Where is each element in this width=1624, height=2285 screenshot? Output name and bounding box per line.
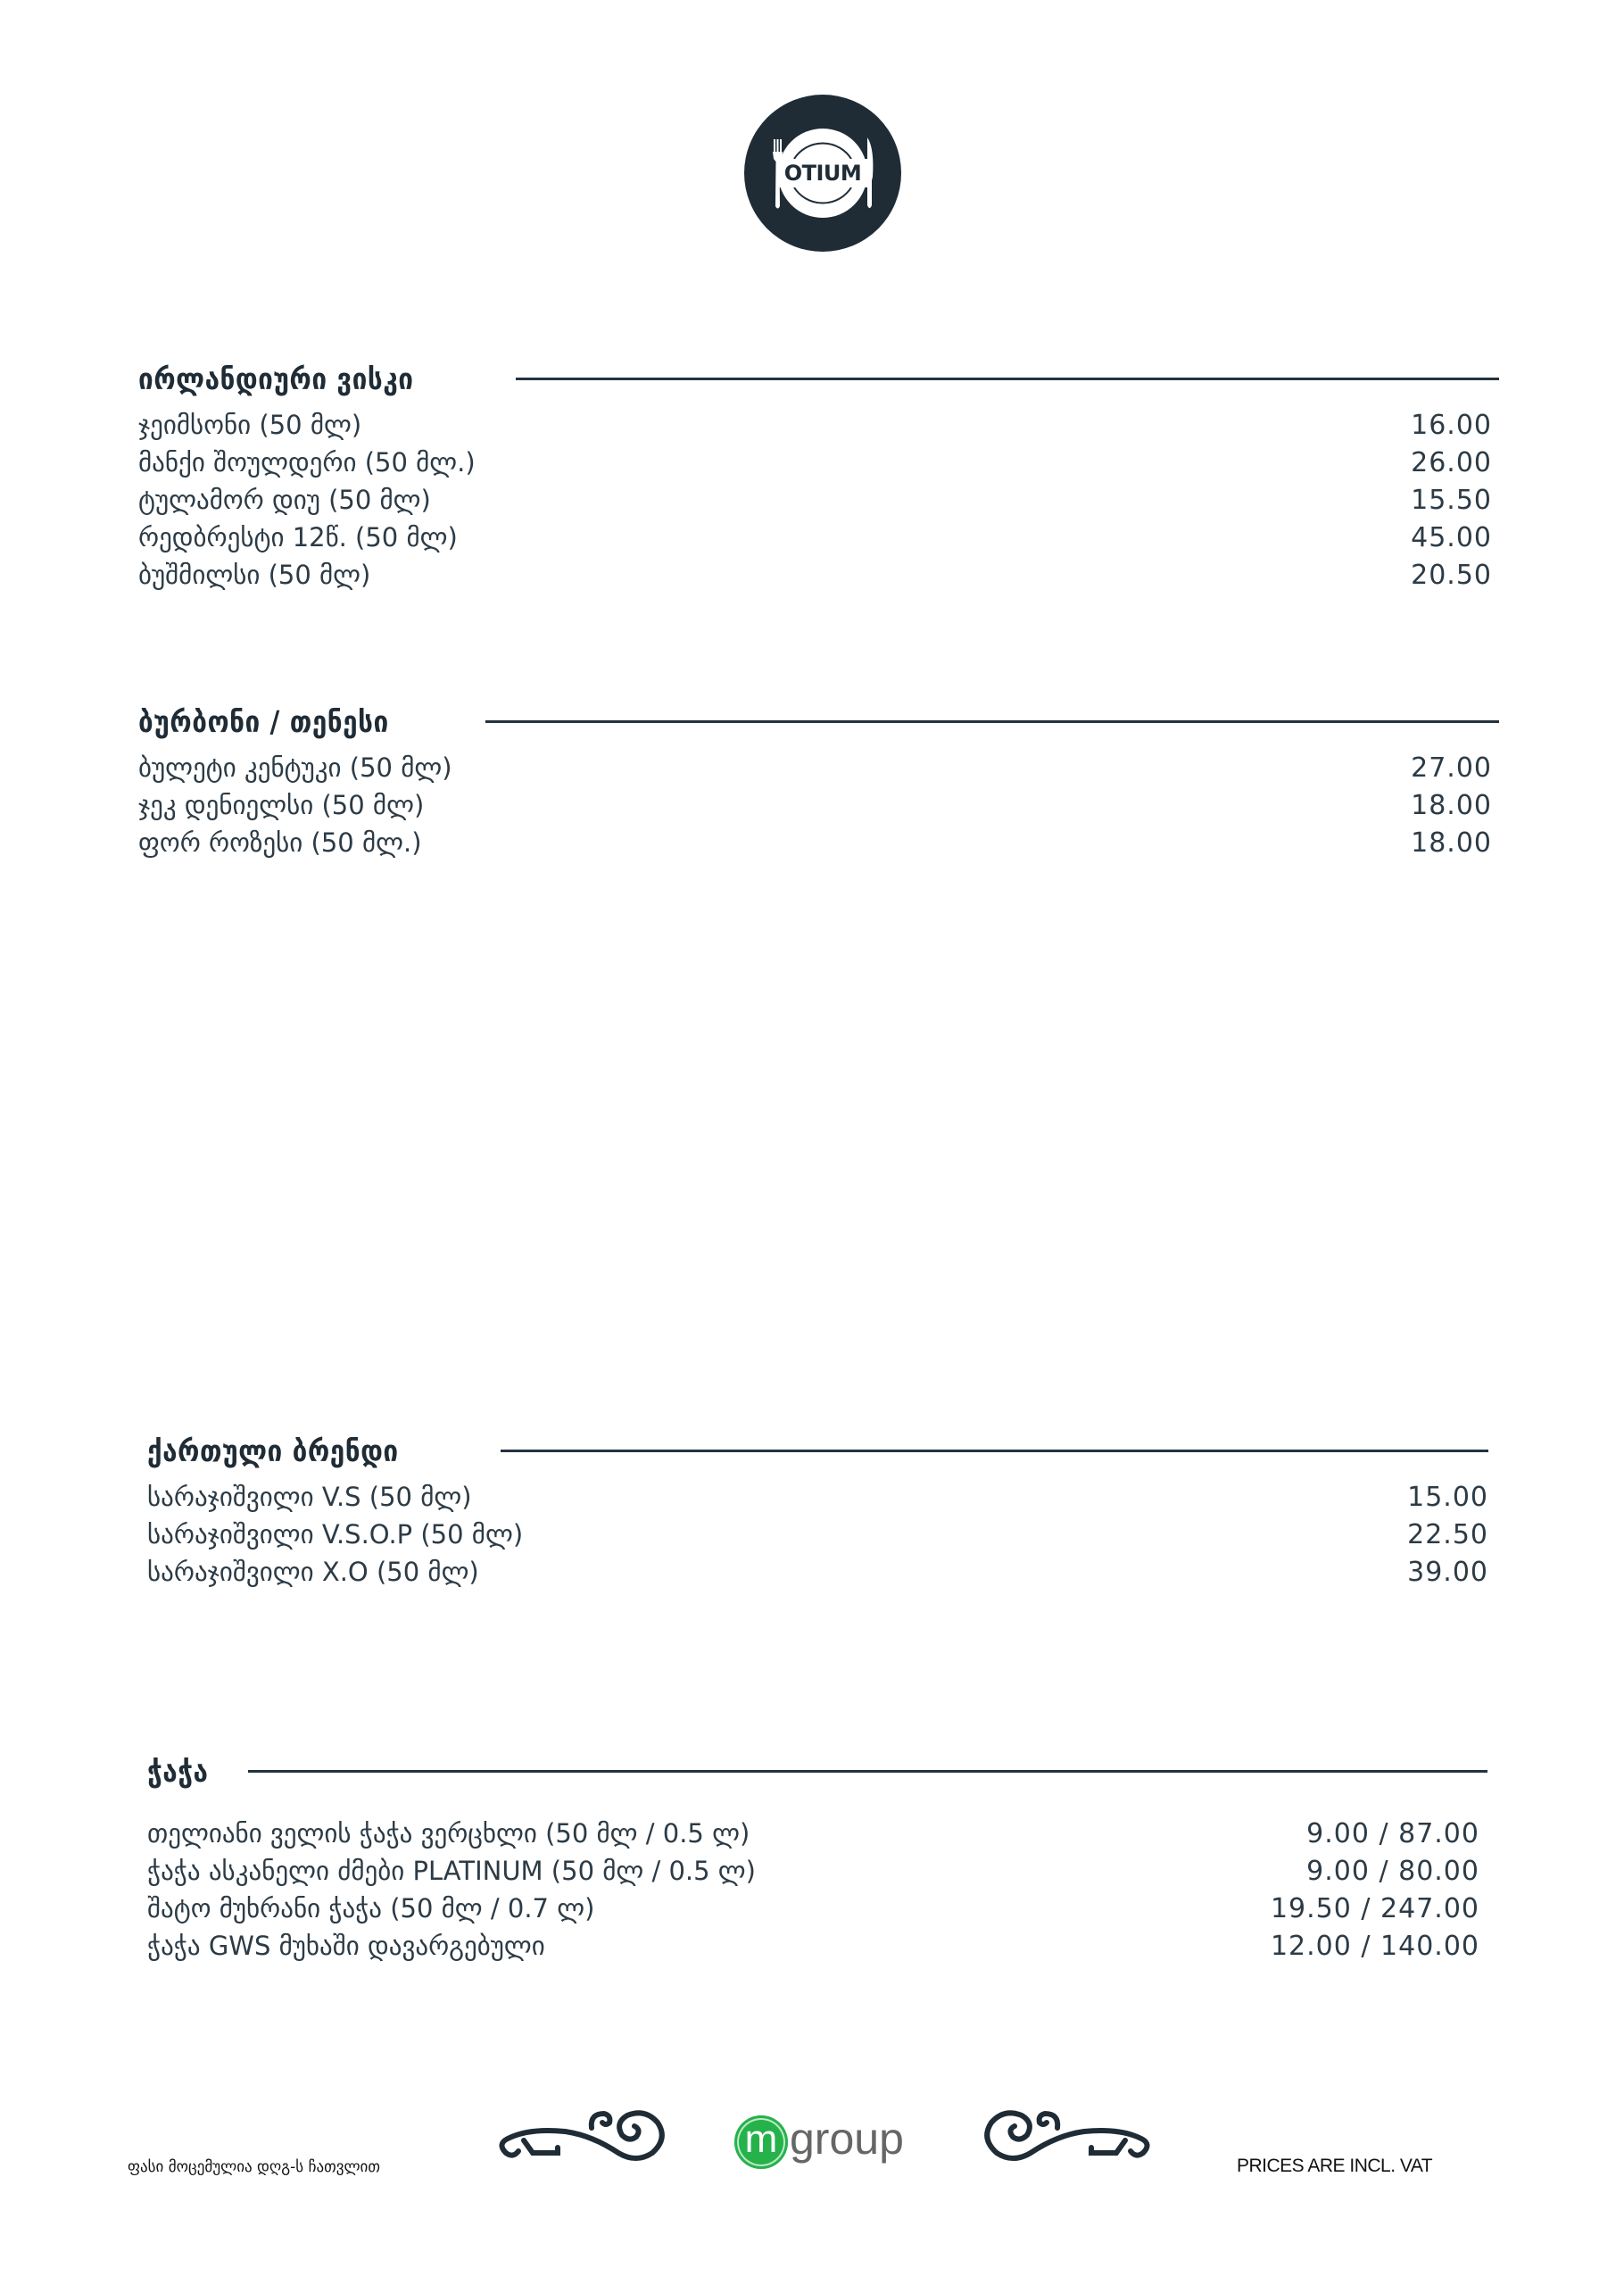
mgroup-logo-text: group [790,2114,904,2164]
item-name: თელიანი ველის ჭაჭა ვერცხლი (50 მლ / 0.5 ლ) [147,1818,750,1849]
menu-item [138,557,1492,593]
item-price: 45.00 [1411,521,1492,553]
section-header [138,361,414,396]
menu-item [138,445,1492,480]
section-header [147,1433,399,1468]
item-name: სარაჯიშვილი X.O (50 მლ) [147,1557,479,1587]
item-price: 18.00 [1411,789,1492,821]
item-price: 15.00 [1407,1481,1488,1513]
item-price: 15.50 [1411,484,1492,516]
menu-item [138,787,1492,823]
item-name: ჭაჭა ასკანელი ძმები PLATINUM (50 მლ / 0.5 ლ) [147,1856,756,1886]
item-price: 39.00 [1407,1556,1488,1588]
menu-item [147,1554,1488,1590]
item-name: მანქი შოულდერი (50 მლ.) [138,447,476,478]
mgroup-logo [734,2114,904,2167]
item-price: 27.00 [1411,752,1492,784]
mgroup-logo-m: m [744,2117,778,2161]
menu-item [147,1890,1479,1926]
menu-item [138,825,1492,860]
item-name: ბულეტი კენტუკი (50 მლ) [138,752,452,783]
menu-item [147,1479,1488,1515]
item-price: 22.50 [1407,1518,1488,1550]
ornament-scroll-right-icon [977,2106,1156,2165]
item-price: 20.50 [1411,559,1492,591]
item-name: სარაჯიშვილი V.S.O.P (50 მლ) [147,1519,524,1550]
section-divider [248,1770,1487,1773]
item-price: 9.00 / 80.00 [1306,1855,1479,1887]
item-name: ფორ როზესი (50 მლ.) [138,827,422,858]
item-price: 9.00 / 87.00 [1306,1817,1479,1849]
item-price: 19.50 / 247.00 [1270,1892,1479,1924]
menu-item [147,1516,1488,1552]
section-divider [485,720,1499,723]
mgroup-logo-circle [734,2115,788,2169]
ornament-scroll-left-icon [493,2106,672,2165]
item-price: 26.00 [1411,446,1492,478]
otium-logo [744,95,901,252]
item-name: ჭაჭა GWS მუხაში დავარგებული [147,1931,545,1961]
section-irish-whiskey [138,361,1492,593]
menu-item [147,1816,1479,1851]
menu-item [147,1853,1479,1889]
item-price: 12.00 / 140.00 [1270,1930,1479,1962]
item-name: ჯეკ დენიელსი (50 მლ) [138,790,425,820]
item-name: შატო მუხრანი ჭაჭა (50 მლ / 0.7 ლ) [147,1893,595,1924]
item-name: ბუშმილსი (50 მლ) [138,560,371,590]
item-name: ტულამორ დიუ (50 მლ) [138,485,431,515]
section-header [147,1753,208,1789]
menu-item [138,482,1492,518]
section-georgian-brandy [147,1433,1488,1593]
section-header [138,703,389,739]
section-title: ქართული ბრენდი [147,1433,399,1468]
section-divider [501,1450,1488,1452]
item-price: 18.00 [1411,827,1492,859]
vat-note-georgian: ფასი მოცემულია დღგ-ს ჩათვლით [128,2158,380,2176]
item-price: 16.00 [1411,409,1492,441]
section-title: ირლანდიური ვისკი [138,361,414,396]
item-name: რედბრესტი 12წ. (50 მლ) [138,522,458,553]
menu-item [147,1928,1479,1964]
section-divider [516,378,1499,380]
item-name: სარაჯიშვილი V.S (50 მლ) [147,1482,472,1512]
section-bourbon-tennessee [138,703,1492,864]
menu-item [138,519,1492,555]
menu-item [138,407,1492,443]
section-title: ჭაჭა [147,1753,209,1789]
vat-note-english: PRICES ARE INCL. VAT [1237,2156,1433,2176]
logo-text: OTIUM [776,159,869,187]
section-chacha [147,1753,1479,1967]
item-name: ჯეიმსონი (50 მლ) [138,410,362,440]
section-title: ბურბონი / თენესი [138,703,389,739]
menu-item [138,750,1492,785]
